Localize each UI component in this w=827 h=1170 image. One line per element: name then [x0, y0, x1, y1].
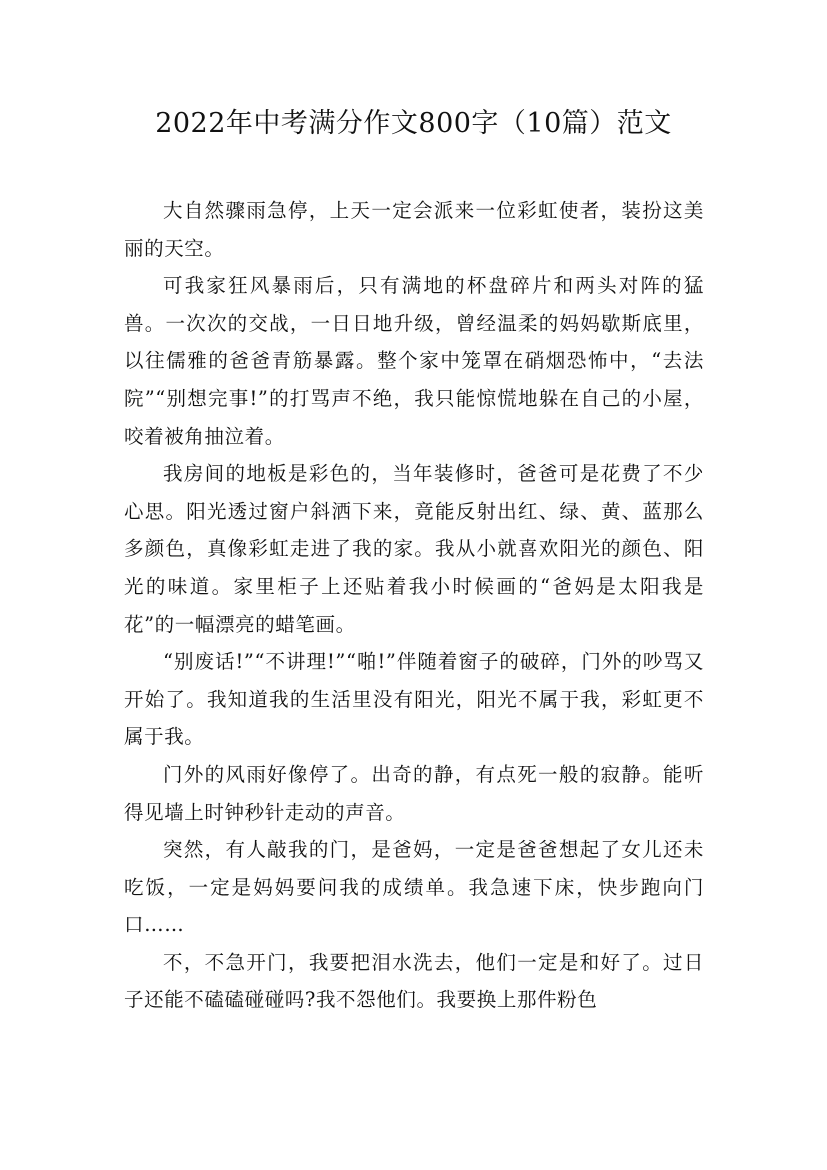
- paragraph: 大自然骤雨急停，上天一定会派来一位彩虹使者，装扮这美丽的天空。: [124, 199, 704, 260]
- document-body: [124, 192, 704, 1019]
- paragraph: 突然，有人敲我的门，是爸妈，一定是爸爸想起了女儿还未吃饭，一定是妈妈要问我的成绩单。我急速下床，快步跑向门口……: [124, 838, 704, 937]
- paragraph: 我房间的地板是彩色的，当年装修时，爸爸可是花费了不少心思。阳光透过窗户斜洒下来，竟能反射出红、绿、黄、蓝那么多颜色，真像彩虹走进了我的家。我从小就喜欢阳光的颜色、阳光的味道。家里柜子上还贴着我小时候画的“爸妈是太阳我是花”的一幅漂亮的蜡笔画。: [124, 462, 704, 636]
- paragraph: 不，不急开门，我要把泪水洗去，他们一定是和好了。过日子还能不磕磕碰碰吗?我不怨他们。我要换上那件粉色: [124, 950, 704, 1012]
- paragraph: 可我家狂风暴雨后，只有满地的杯盘碎片和两头对阵的猛兽。一次次的交战，一日日地升级，曾经温柔的妈妈歇斯底里，以往儒雅的爸爸青筋暴露。整个家中笼罩在硝烟恐怖中，“去法院”“别想完事!”的打骂声不绝，我只能惊慌地躲在自己的小屋，咬着被角抽泣着。: [124, 274, 704, 448]
- document-title: 2022年中考满分作文800字（10篇）范文: [155, 108, 672, 139]
- paragraph: “别废话!”“不讲理!”“啪!”伴随着窗子的破碎，门外的吵骂又开始了。我知道我的生活里没有阳光，阳光不属于我，彩虹更不属于我。: [124, 650, 704, 749]
- paragraph: 门外的风雨好像停了。出奇的静，有点死一般的寂静。能听得见墙上时钟秒针走动的声音。: [124, 762, 704, 824]
